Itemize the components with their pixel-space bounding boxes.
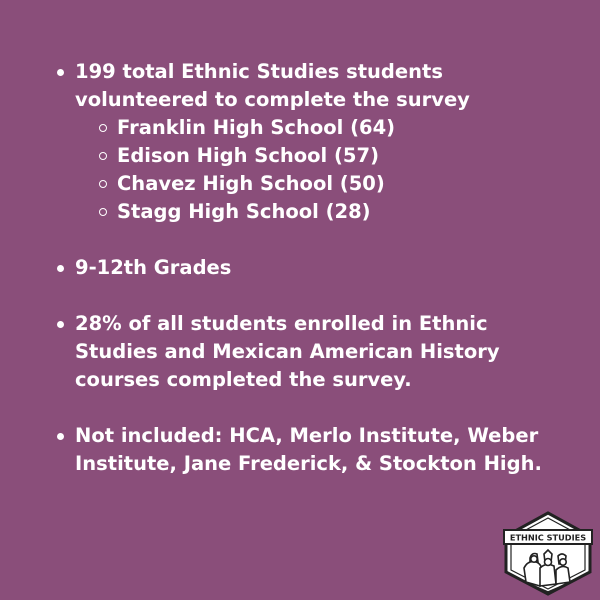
ethnic-studies-badge-icon <box>500 510 596 596</box>
bullet-text: 9-12th Grades <box>75 256 232 279</box>
bullet-item <box>55 254 555 282</box>
bullet-item <box>55 58 555 226</box>
school-item: Stagg High School (28) <box>97 198 555 226</box>
badge-title: ETHNIC STUDIES <box>509 532 587 543</box>
bullet-text: Not included: HCA, Merlo Institute, Weber Institute, Jane Frederick, & Stockton High. <box>75 424 542 475</box>
bullet-text: 199 total Ethnic Studies students volunteered to complete the survey <box>75 60 470 111</box>
bullet-text: 28% of all students enrolled in Ethnic Studies and Mexican American History courses completed the survey. <box>75 312 500 391</box>
bullet-item <box>55 310 555 394</box>
school-list <box>75 114 555 226</box>
bullet-item <box>55 422 555 478</box>
bullet-list <box>55 58 555 506</box>
school-item: Edison High School (57) <box>97 142 555 170</box>
school-item: Chavez High School (50) <box>97 170 555 198</box>
school-item: Franklin High School (64) <box>97 114 555 142</box>
badge-figures-icon <box>524 550 570 586</box>
